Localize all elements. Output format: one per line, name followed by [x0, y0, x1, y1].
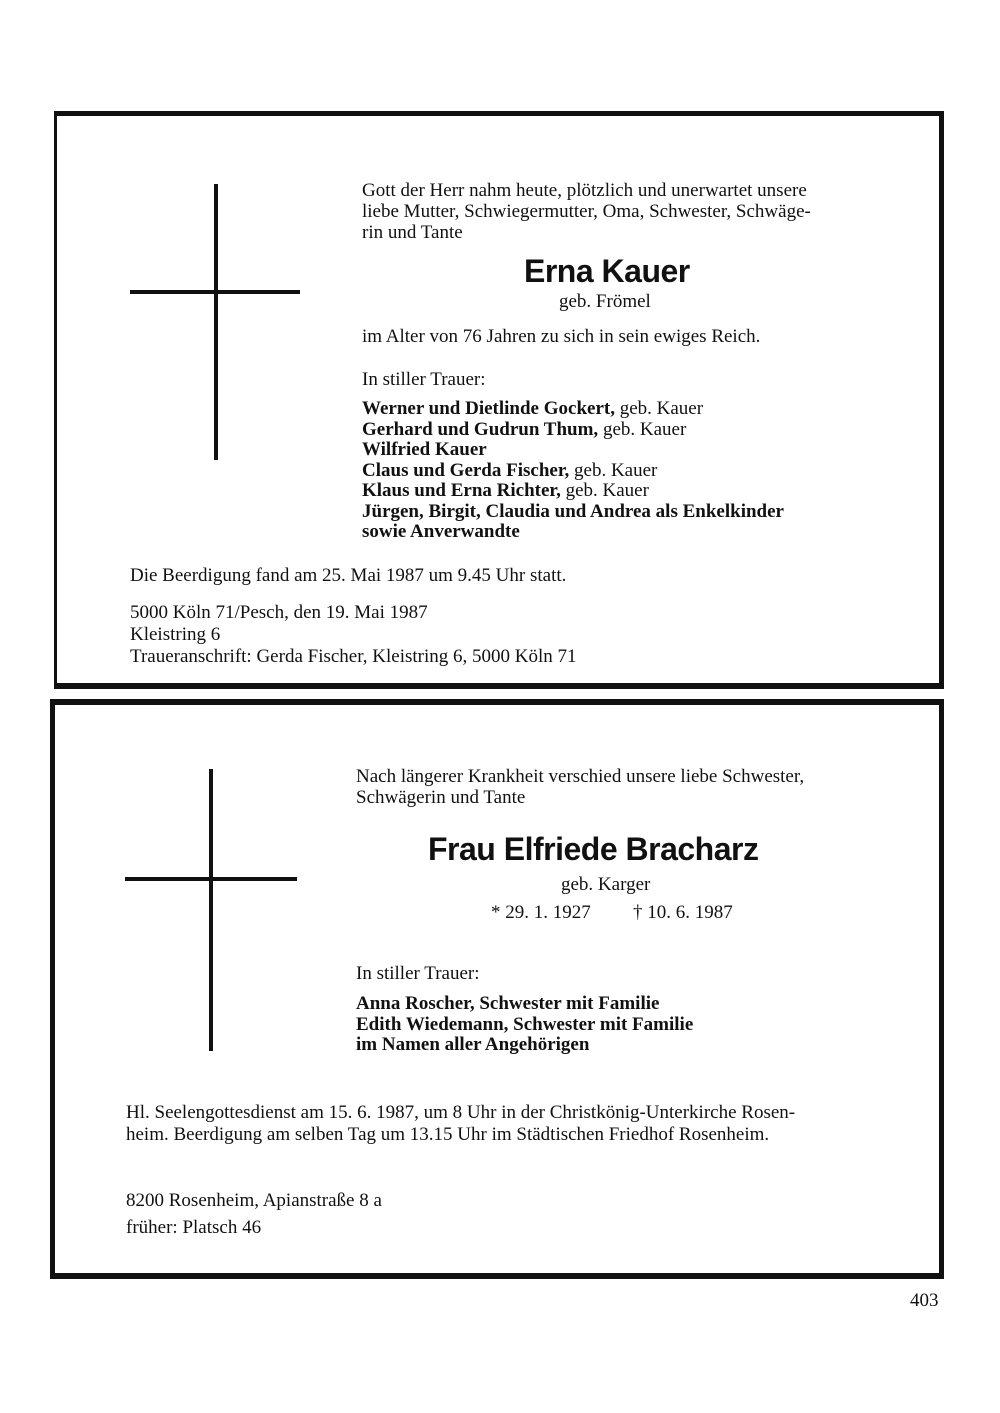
- mourner-name: sowie Anverwandte: [362, 521, 520, 542]
- mourner-row: [362, 461, 784, 482]
- mourner-maiden: geb. Kauer: [560, 480, 649, 501]
- maiden-name: geb. Frömel: [559, 291, 651, 312]
- birth-date: * 29. 1. 1927: [491, 902, 591, 923]
- death-date: † 10. 6. 1987: [633, 902, 733, 923]
- maiden-name: geb. Karger: [561, 874, 651, 895]
- mourner-name: Claus und Gerda Fischer,: [362, 459, 570, 481]
- mourner-name: Wilfried Kauer: [362, 439, 487, 460]
- cross-icon-horizontal: [130, 290, 300, 294]
- address-line-2: Kleistring 6: [130, 624, 221, 645]
- mourner-maiden: geb. Kauer: [569, 459, 658, 481]
- address-line-1: 5000 Köln 71/Pesch, den 19. Mai 1987: [130, 602, 428, 623]
- address-line-3: Traueranschrift: Gerda Fischer, Kleistring 6, 5000 Köln 71: [130, 646, 577, 667]
- intro-line-3: rin und Tante: [362, 222, 463, 243]
- address-line-1: 8200 Rosenheim, Apianstraße 8 a: [126, 1190, 382, 1211]
- mourner-name: Jürgen, Birgit, Claudia und Andrea als Enkelkinder: [362, 500, 784, 522]
- mourner-row: [362, 481, 784, 502]
- mourner-row: [362, 399, 784, 420]
- mourners-list: [362, 399, 784, 543]
- service-line-2: heim. Beerdigung am selben Tag um 13.15 Uhr im Städtischen Friedhof Rosenheim.: [126, 1124, 770, 1145]
- obituary-notice-erna-kauer: [54, 111, 944, 689]
- page-number: 403: [910, 1290, 939, 1311]
- mourner-name: Gerhard und Gudrun Thum,: [362, 418, 599, 440]
- mourner-maiden: geb. Kauer: [598, 418, 687, 440]
- mourning-label: In stiller Trauer:: [362, 369, 486, 390]
- mourner-row: [362, 522, 784, 543]
- address-line-2: früher: Platsch 46: [126, 1217, 262, 1238]
- funeral-line: Die Beerdigung fand am 25. Mai 1987 um 9.45 Uhr statt.: [130, 565, 567, 586]
- mourner-row: [362, 502, 784, 523]
- cross-icon-vertical: [214, 184, 218, 460]
- mourners-list: [356, 994, 693, 1056]
- intro-line-1: Gott der Herr nahm heute, plötzlich und unerwartet unsere: [362, 180, 807, 201]
- cross-icon-horizontal: [125, 877, 297, 881]
- obituary-notice-elfriede-bracharz: [50, 699, 944, 1279]
- mourner-name: Werner und Dietlinde Gockert,: [362, 398, 615, 419]
- mourner-maiden: geb. Kauer: [614, 398, 704, 419]
- intro-line-1: Nach längerer Krankheit verschied unsere liebe Schwester,: [356, 766, 805, 787]
- mourner-name: Klaus und Erna Richter,: [362, 480, 561, 501]
- mourner-row: im Namen aller Angehörigen: [356, 1034, 590, 1055]
- mourner-row: [362, 440, 784, 461]
- deceased-name: Frau Elfriede Bracharz: [428, 831, 759, 867]
- intro-line-2: liebe Mutter, Schwiegermutter, Oma, Schwester, Schwäge-: [362, 201, 811, 222]
- mourner-row: [362, 420, 784, 441]
- service-line-1: Hl. Seelengottesdienst am 15. 6. 1987, um 8 Uhr in der Christkönig-Unterkirche Rosen-: [126, 1102, 796, 1123]
- mourner-row: Edith Wiedemann, Schwester mit Familie: [356, 1013, 694, 1035]
- mourning-label: In stiller Trauer:: [356, 963, 480, 984]
- age-line: im Alter von 76 Jahren zu sich in sein ewiges Reich.: [362, 326, 761, 347]
- deceased-name: Erna Kauer: [524, 253, 690, 289]
- cross-icon-vertical: [209, 769, 213, 1051]
- mourner-row: Anna Roscher, Schwester mit Familie: [356, 993, 660, 1014]
- intro-line-2: Schwägerin und Tante: [356, 787, 526, 808]
